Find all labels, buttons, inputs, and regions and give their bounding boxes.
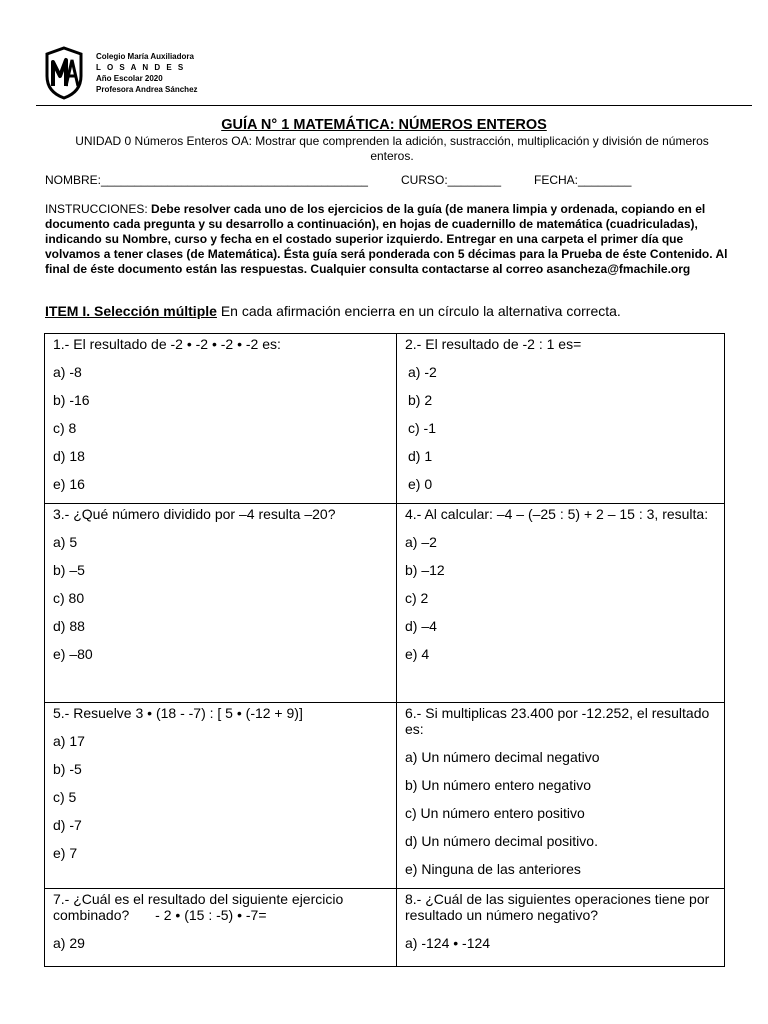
question-1-text: 1.- El resultado de -2 • -2 • -2 • -2 es: [53,336,281,352]
question-6-option-a[interactable]: a) Un número decimal negativo [405,749,600,765]
question-cell-7 [45,889,397,967]
question-2-option-b[interactable]: b) 2 [408,392,433,408]
question-1-option-b[interactable]: b) -16 [53,392,90,408]
instructions-label: INSTRUCCIONES: [45,202,148,216]
question-8-option-a[interactable]: a) -124 • -124 [405,935,491,951]
question-5-option-e[interactable]: e) 7 [53,845,78,861]
question-cell-5 [45,703,397,889]
question-5-option-c[interactable]: c) 5 [53,789,77,805]
school-logo [44,46,84,100]
question-3-option-a[interactable]: a) 5 [53,534,78,550]
question-3-text: 3.- ¿Qué número dividido por –4 resulta –20? [53,506,336,522]
question-2-option-e[interactable]: e) 0 [408,476,433,492]
question-4-option-e[interactable]: e) 4 [405,646,430,662]
question-6-option-e[interactable]: e) Ninguna de las anteriores [405,861,581,877]
question-5-option-d[interactable]: d) -7 [53,817,82,833]
question-4-option-a[interactable]: a) –2 [405,534,437,550]
question-7-option-a[interactable]: a) 29 [53,935,85,951]
question-3-option-e[interactable]: e) –80 [53,646,93,662]
question-4-option-c[interactable]: c) 2 [405,590,429,606]
question-6-option-b[interactable]: b) Un número entero negativo [405,777,591,793]
teacher-name: Profesora Andrea Sánchez [96,85,198,94]
question-4-text: 4.- Al calcular: –4 – (–25 : 5) + 2 – 15 : 3, resulta: [405,506,709,522]
question-7-expression: - 2 • (15 : -5) • -7= [155,907,267,923]
questions-table [44,333,725,967]
question-6-option-c[interactable]: c) Un número entero positivo [405,805,585,821]
question-1-option-a[interactable]: a) -8 [53,364,82,380]
question-3-option-b[interactable]: b) –5 [53,562,85,578]
question-3-option-d[interactable]: d) 88 [53,618,85,634]
question-5-option-a[interactable]: a) 17 [53,733,85,749]
course-field: CURSO:________ [401,173,502,187]
header-divider [36,105,752,106]
instructions-text: Debe resolver cada uno de los ejercicios de la guía (de manera limpia y ordenada, copiando en el documento cada pregunta y su desarrollo a continuación), en hojas de cuadernillo de matemática (cuadriculadas), indicando su Nombre, curso y fecha en el costado superior izquierdo. Entregar en una carpeta el primer día que volvamos a tener clases (de Matemática). Ésta guía será ponderada con 5 décimas para la Prueba de éste Contenido. Al final de éste documento están las respuestas. Cualquier consulta contactarse al correo asancheza@fmachile.org [45,202,728,276]
question-6-text: 6.- Si multiplicas 23.400 por -12.252, el resultado es: [405,705,710,737]
question-cell-6 [397,703,725,889]
question-2-option-d[interactable]: d) 1 [408,448,433,464]
question-6-option-d[interactable]: d) Un número decimal positivo. [405,833,598,849]
item-heading [45,303,621,319]
question-2-option-c[interactable]: c) -1 [408,420,436,436]
question-8-text: 8.- ¿Cuál de las siguientes operaciones tiene por resultado un número negativo? [405,891,710,923]
page-title: GUÍA N° 1 MATEMÁTICA: NÚMEROS ENTEROS [221,117,547,133]
question-1-option-e[interactable]: e) 16 [53,476,85,492]
item-instruction: En cada afirmación encierra en un círculo la alternativa correcta. [216,303,621,319]
question-7-text [45,889,396,923]
question-cell-3 [45,504,397,703]
question-cell-4 [397,504,725,703]
question-5-text: 5.- Resuelve 3 • (18 - -7) : [ 5 • (-12 + 9)] [53,705,303,721]
school-year: Año Escolar 2020 [96,74,163,83]
date-field: FECHA:________ [534,173,632,187]
question-4-option-d[interactable]: d) –4 [405,618,437,634]
instructions [45,202,735,277]
question-4-option-b[interactable]: b) –12 [405,562,445,578]
question-3-option-c[interactable]: c) 80 [53,590,85,606]
school-name: Colegio María Auxiliadora [96,52,194,61]
school-info [96,51,198,95]
question-cell-1 [45,334,397,504]
name-field: NOMBRE:________________________________________ [45,173,368,187]
unit-description: UNIDAD 0 Números Enteros OA: Mostrar que comprenden la adición, sustracción, multiplicación y división de números enteros. [75,134,709,163]
question-5-option-b[interactable]: b) -5 [53,761,82,777]
question-2-text: 2.- El resultado de -2 : 1 es= [405,336,582,352]
item-title: ITEM I. Selección múltiple [45,303,217,319]
question-cell-2 [397,334,725,504]
question-1-option-d[interactable]: d) 18 [53,448,85,464]
question-1-option-c[interactable]: c) 8 [53,420,77,436]
school-location: L O S A N D E S [96,63,186,72]
question-cell-8 [397,889,725,967]
question-2-option-a[interactable]: a) -2 [408,364,437,380]
question-7-prompt: 7.- ¿Cuál es el resultado del siguiente ejercicio combinado? [53,891,344,923]
